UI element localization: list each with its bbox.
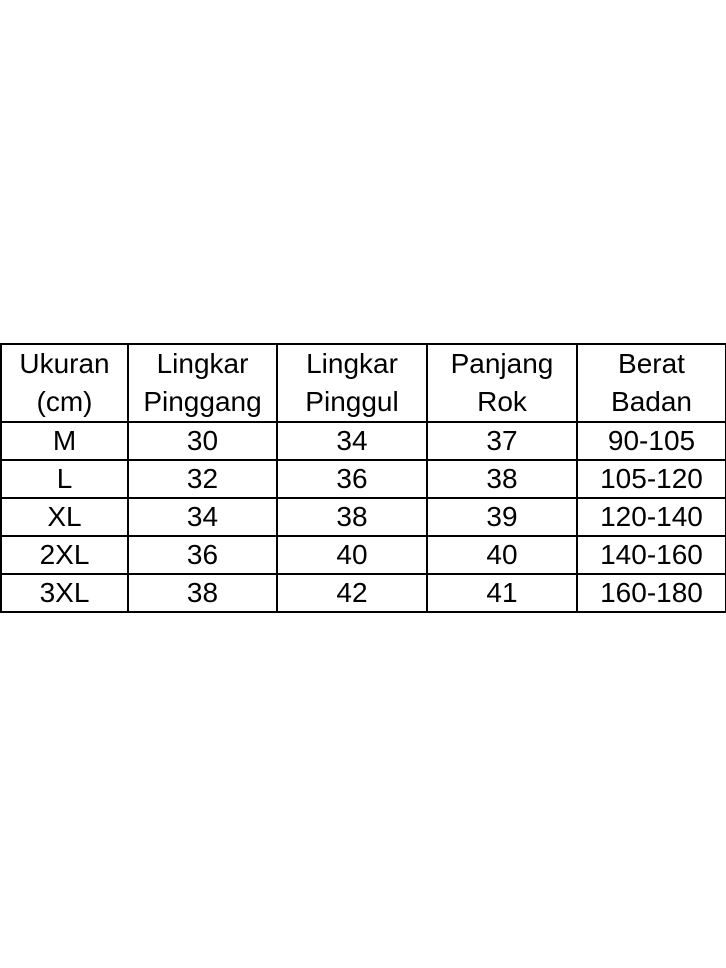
hip-cell: 34 [277,422,427,460]
waist-cell: 34 [128,498,277,536]
size-cell: 2XL [1,536,128,574]
waist-cell: 36 [128,536,277,574]
waist-cell: 30 [128,422,277,460]
waist-cell: 32 [128,460,277,498]
header-hip-line-1: Lingkar [306,348,398,379]
hip-cell: 42 [277,574,427,612]
header-hip-line-2: Pinggul [305,386,399,417]
table-row [1,460,726,498]
header-cell-skirt-length [427,344,577,422]
size-cell: XL [1,498,128,536]
header-cell-hip [277,344,427,422]
size-chart-header [1,344,726,422]
table-row [1,422,726,460]
body-weight-cell: 90-105 [577,422,726,460]
body-weight-cell: 160-180 [577,574,726,612]
header-cell-body-weight [577,344,726,422]
body-weight-cell: 120-140 [577,498,726,536]
header-cell-waist [128,344,277,422]
header-cell-size [1,344,128,422]
body-weight-cell: 140-160 [577,536,726,574]
size-cell: 3XL [1,574,128,612]
header-waist-line-2: Pinggang [143,386,262,417]
skirt-length-cell: 38 [427,460,577,498]
table-row [1,498,726,536]
skirt-length-cell: 40 [427,536,577,574]
header-skirt-length-line-2: Rok [477,386,527,417]
header-waist-line-1: Lingkar [156,348,249,379]
header-body-weight-line-1: Berat [618,348,685,379]
header-body-weight-line-2: Badan [611,386,692,417]
size-cell: M [1,422,128,460]
size-chart-table [0,343,726,613]
header-size-line-1: Ukuran [19,348,110,379]
table-row [1,536,726,574]
hip-cell: 40 [277,536,427,574]
table-row [1,574,726,612]
hip-cell: 36 [277,460,427,498]
header-skirt-length-line-1: Panjang [450,348,554,379]
skirt-length-cell: 39 [427,498,577,536]
skirt-length-cell: 37 [427,422,577,460]
hip-cell: 38 [277,498,427,536]
header-size-line-2: (cm) [36,386,93,417]
body-weight-cell: 105-120 [577,460,726,498]
skirt-length-cell: 41 [427,574,577,612]
size-chart-body [1,422,726,612]
size-cell: L [1,460,128,498]
waist-cell: 38 [128,574,277,612]
header-row [1,344,726,422]
